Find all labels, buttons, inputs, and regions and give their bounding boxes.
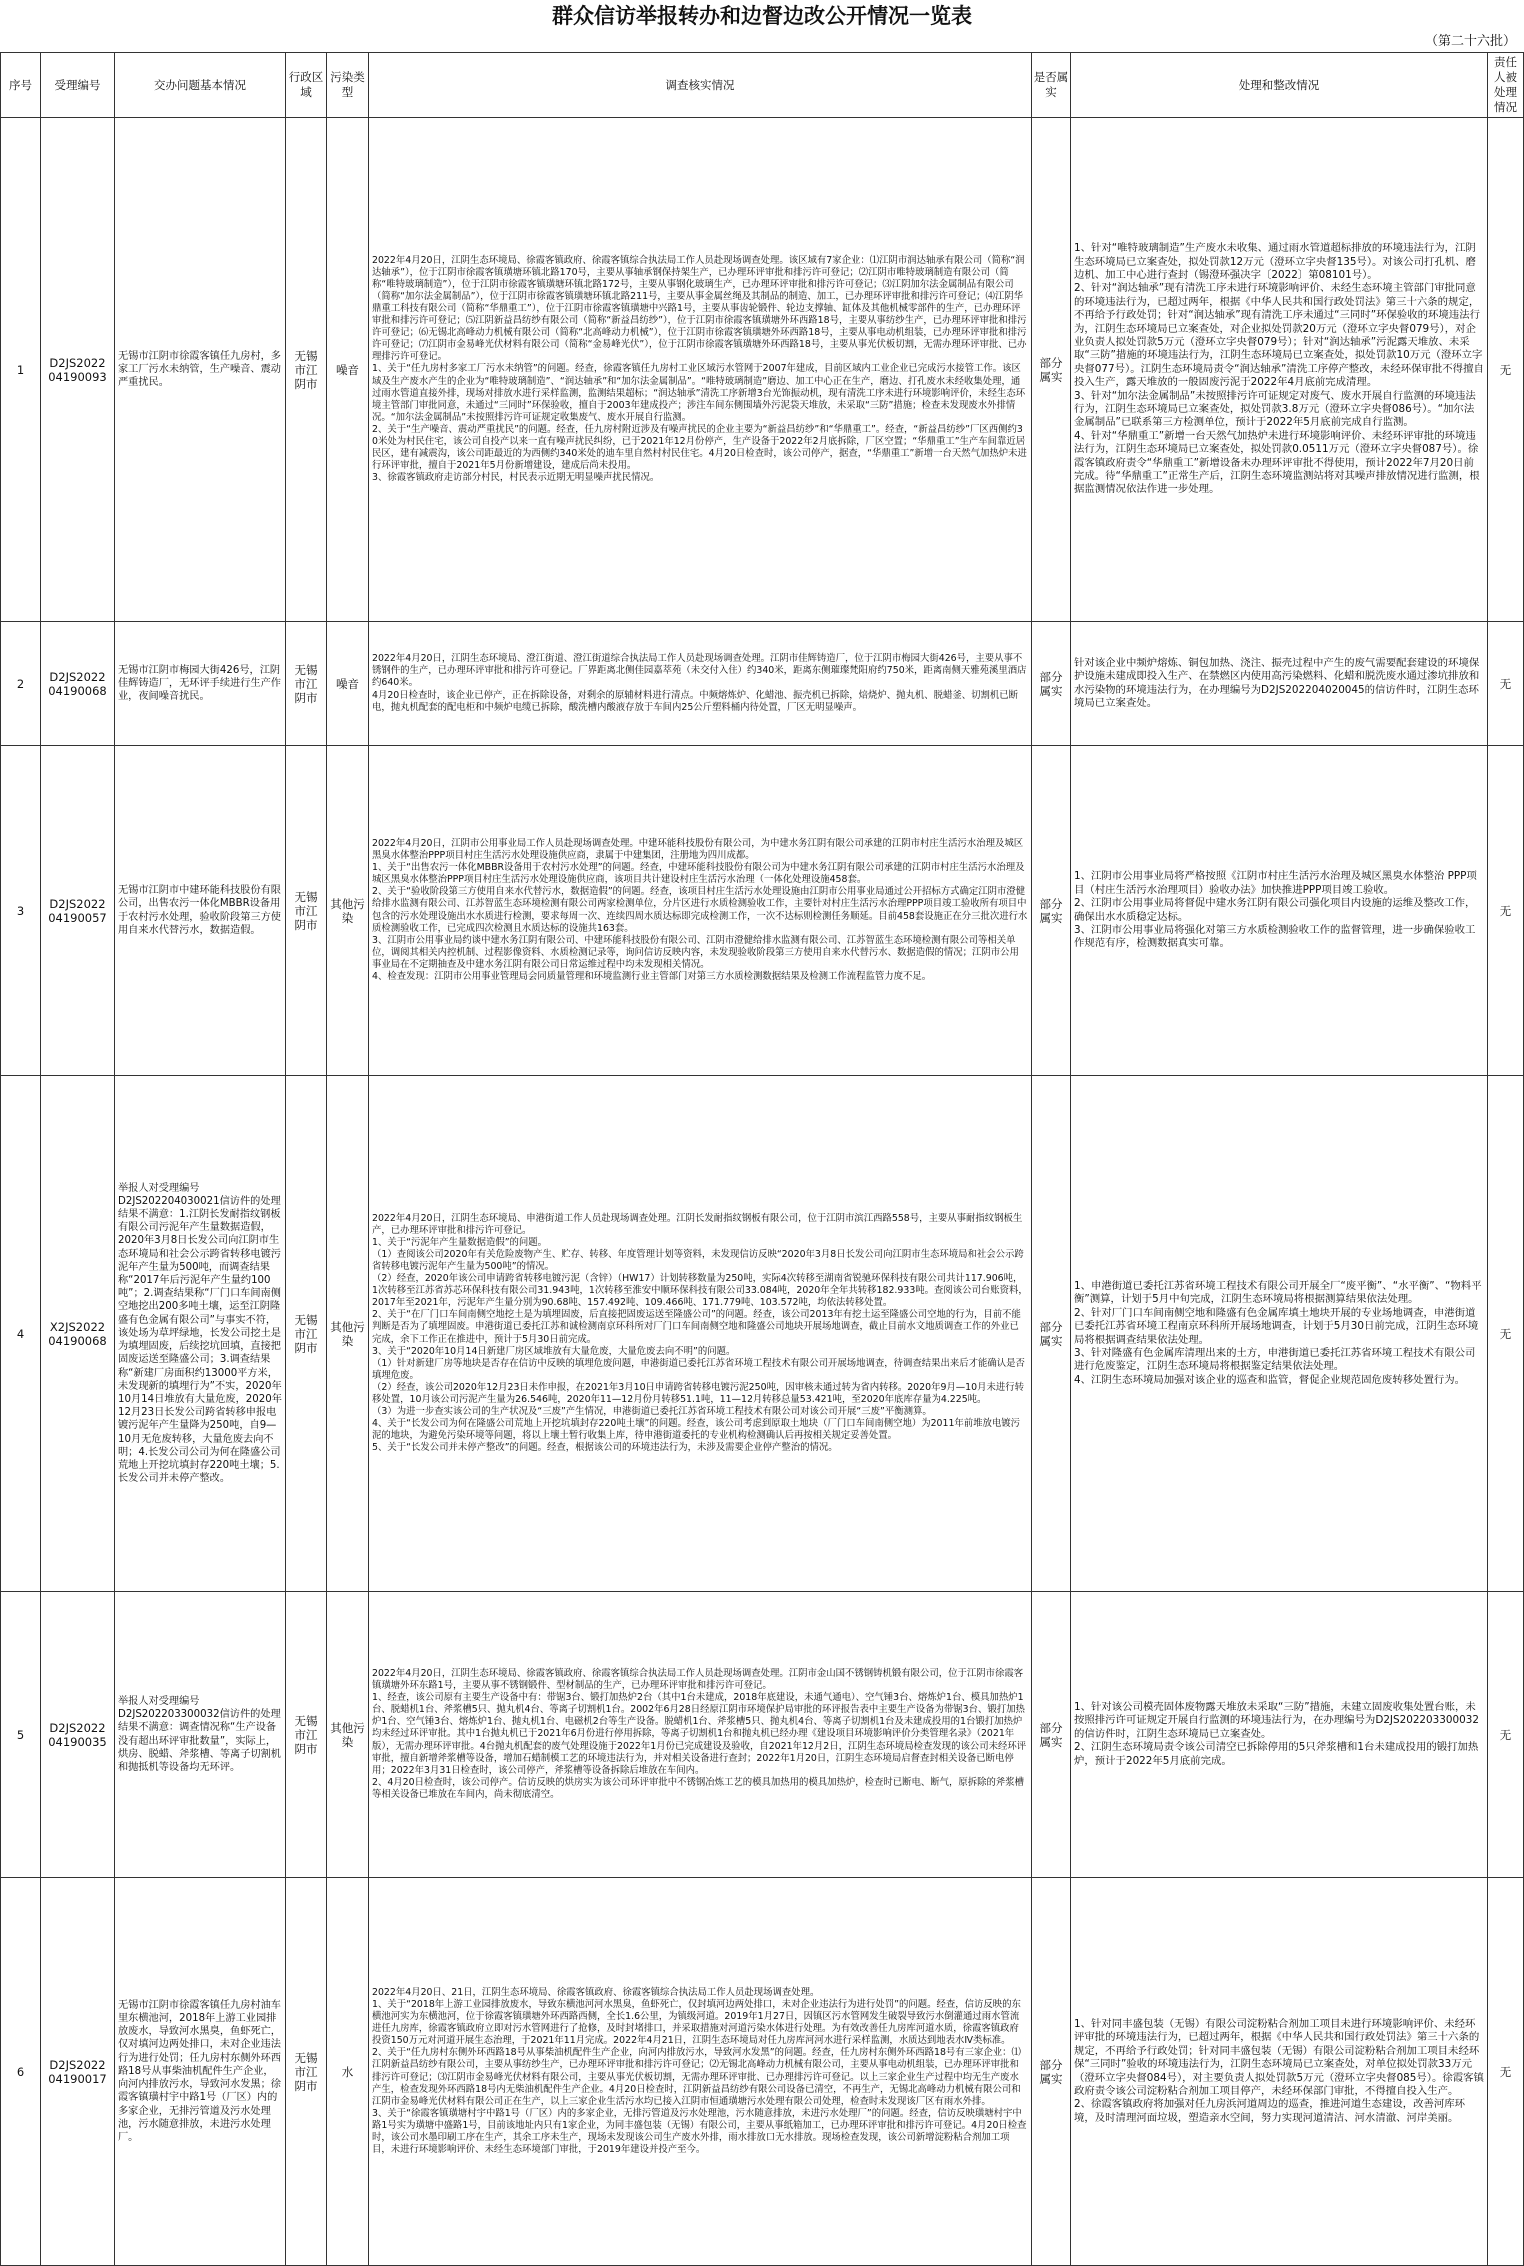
cell-investigation: 2022年4月20日、21日，江阴生态环境局、徐霞客镇政府、徐霞客镇综合执法局工作人员赴现场调查处理。 1、关于“2018年上游工业园排放废水，导致东横池河河水黑臭，鱼虾死亡，仅封填河边两处排口，未对企业违法行为进行处罚”的问题。经查，信访反映的东横池河实为东横池河，位于徐霞客镇璜塘外环西路西侧，全长1.6公里，为镇级河道。2019年1月27日，因镇区污水管网发生破裂导致污水倒灌通过雨水管流进任九房库，徐霞客镇政府立即对污水管网进行了抢修，及时封堵排口，并采取措施对河道污染水体进行处理。为有效改善任九房库河道水质，徐霞客镇政府投资150万元对河道开展生态治理，于2021年11月完成。2022年4月21日，江阴生态环境局对任九房库河河水进行采样监测，水质达到地表水Ⅳ类标准。 2、关于“任九房村东侧外环西路18号从事柴油机配件生产企业，向河内排放污水，导致河水发黑”的问题。经查，任九房村东侧外环西路18号有三家企业：⑴江阴新益昌纺纱有限公司，主要从事纺纱生产，已办理环评审批和排污许可登记；⑵无锡北高峰动力机械有限公司，主要从事电动机组装，已办理环评审批和排污许可登记；⑶江阴市金易峰光伏材料有限公司，主要从事光伏板切割，无需办理环评审批、已办理排污许可登记。以上三家企业生产过程中均无生产废水产生，检查发现外环西路18号内无柴油机配件生产企业。4月20日检查时，江阴新益昌纺纱有限公司设备已清空，不再生产，无锡北高峰动力机械有限公司和江阴市金易峰光伏材料有限公司正在生产，以上三家企业生活污水均已接入江阴市恒通璜塘污水处理有限公司处理，检查时未发现该厂区有雨水外排。 3、关于“徐霞客镇璜塘村宇中路1号（厂区）内的多家企业，无排污管道及污水处理池，污水随意排放，未进污水处理厂”的问题。经查，信访反映璜塘村宇中路1号实为璜塘中盛路1号，目前该地址内只有1家企业，为同丰盛包装（无锡）有限公司，主要从事纸箱加工，已办理环评审批和排污许可登记。4月20日检查时，该公司水墨印刷工序在生产，其余工序未生产，现场未发现该公司生产废水外排，雨水排放口无水排放。现场检查发现，该公司新增淀粉粘合剂加工项目，未进行环境影响评价、未经生态环境部门审批，于2019年建设并投产至今。	[369, 1878, 1032, 2266]
cell-handling: 1、申港街道已委托江苏省环境工程技术有限公司开展全厂“废平衡”、“水平衡”、“物料平衡”测算，计划于5月中旬完成，江阴生态环境局将根据测算结果依法处理。 2、针对厂门口车间南侧空地和隆盛有色金属库填土地块开展的专业场地调查，申港街道已委托江苏省环境工程南京环科所开展场地调查，计划于5月30日前完成，江阴生态环境局将根据调查结果依法处理。 3、针对隆盛有色金属库清理出来的土方，申港街道已委托江苏省环境工程技术有限公司进行危废鉴定，江阴生态环境局将根据鉴定结果依法处理。 4、江阴生态环境局加强对该企业的巡查和监管，督促企业规范固危废转移处置行为。	[1071, 1076, 1488, 1592]
cell-accountability: 无	[1488, 746, 1524, 1076]
cell-problem: 无锡市江阴市中建环能科技股份有限公司，出售农污一体化MBBR设备用于农村污水处理，验收阶段第三方使用自来水代替污水，数据造假。	[115, 746, 286, 1076]
cell-verified: 部分属实	[1032, 118, 1071, 622]
cell-accountability: 无	[1488, 1592, 1524, 1878]
header-verified: 是否属实	[1032, 53, 1071, 118]
cell-investigation: 2022年4月20日，江阴生态环境局、徐霞客镇政府、徐霞客镇综合执法局工作人员赴现场调查处理。江阴市金山国不锈钢铸机锻有限公司，位于江阴市徐霞客镇璜塘外环东路1号，主要从事不锈钢锻件、型材制品的生产，已办理环评审批和排污许可登记。 1、经查，该公司原有主要生产设备中有：带锯3台、锻打加热炉2台（其中1台未建成，2018年底建设，未通气通电）、空气锤3台、熔炼炉1台、模具加热炉1台、脱蜡机1台、斧浆槽5只、抛丸机4台、等离子切割机1台。2002年6月28日经原江阴市环境保护局审批的环评报告表中主要生产设备为带锯3台、锻打加热炉1台、空气锤3台、熔炼炉1台、抛丸机1台、电磁机2台等生产设备。脱蜡机1台、斧浆槽5只、抛丸机4台、等离子切割机1台及未建成投用的1台锻打加热炉均未经过环评审批。其中1台抛丸机已于2021年6月份进行停用拆除，等离子切割机1台和抛丸机已经办理《建设项目环境影响评价分类管理名录》（2021年版），无需办理环评审批。4台抛丸机配套的废气处理设施于2022年1月份已完成建设及验收，自2021年12月2日，江阴生态环境局检查发现的该公司未经环评审批，擅自新增斧浆槽等设备，增加石蜡制模工艺的环境违法行为，并对相关设备进行查封；2022年1月20日，江阴生态环境局启督查封相关设备已断电停用；2022年3月31日检查时，该公司停产，斧浆槽等设备拆除后堆放在车间内。 2、4月20日检查时，该公司停产。信访反映的烘房实为该公司环评审批中不锈钢冶炼工艺的模具加热用的模具加热炉，检查时已断电、断气，原拆除的斧浆槽等相关设备已堆放在车间内，尚未彻底清空。	[369, 1592, 1032, 1878]
cell-accountability: 无	[1488, 118, 1524, 622]
cell-region: 无锡市江阴市	[286, 1878, 327, 2266]
cell-no: 3	[1, 746, 41, 1076]
table-row	[1, 1592, 1524, 1878]
cell-pollution: 其他污染	[327, 746, 369, 1076]
cell-handling: 1、针对“唯特玻璃制造”生产废水未收集、通过雨水管道超标排放的环境违法行为，江阴生态环境局已立案查处，拟处罚款12万元（澄环立字央督135号）。对该公司打孔机、磨边机、加工中心进行查封（锡澄环强决字〔2022〕第08101号）。 2、针对“润达轴承”现有清洗工序未进行环境影响评价、未经生态环境主管部门审批同意的环境违法行为，已超过两年，根据《中华人民共和国行政处罚法》第三十六条的规定，不再给予行政处罚；针对“润达轴承”现有清洗工序未通过“三同时”环保验收的环境违法行为，江阴生态环境局已立案查处，对企业拟处罚款20万元（澄环立字央督079号），对企业负责人拟处罚款5万元（澄环立字央督079号）；针对“润达轴承”污泥露天堆放、未采取“三防”措施的环境违法行为，江阴生态环境局已立案查处，拟处罚款10万元（澄环立字央督077号）。江阴生态环境局责令“润达轴承”清洗工序停产整改，未经环保审批不得擅自投入生产，露天堆放的一般固废污泥于2022年4月底前完成清理。 3、针对“加尔法金属制品”未按照排污许可证规定对废气、废水开展自行监测的环境违法行为，江阴生态环境局已立案查处，拟处罚款3.8万元（澄环立字央督086号）。“加尔法金属制品”已联系第三方检测单位，预计于2022年5月底前完成自行监测。 4、针对“华鼎重工”新增一台天然气加热炉未进行环境影响评价、未经环评审批的环境违法行为，江阴生态环境局已立案查处，拟处罚款0.0511万元（澄环立字央督087号）。徐霞客镇政府责令“华鼎重工”新增设备未办理环评审批不得使用，预计2022年7月20日前完成。待“华鼎重工”正常生产后，江阴生态环境监测站将对其噪声排放情况进行监测，根据监测情况依法作进一步处理。	[1071, 118, 1488, 622]
cell-investigation: 2022年4月20日，江阴生态环境局、澄江街道、澄江街道综合执法局工作人员赴现场调查处理。江阴市佳辉铸造厂，位于江阴市梅园大街426号，主要从事不锈钢件的生产，已办理环评审批和排污许可登记。厂界距离北侧佳园嘉萃苑（未交付入住）约340米，距离东侧璀璨梵阳府约750米，距离南侧天雅苑溪里酒店约640米。 4月20日检查时，该企业已停产，正在拆除设备，对剩余的原辅材料进行清点。中频熔炼炉、化蜡池、振壳机已拆除，焙烧炉、抛丸机、脱蜡釜、切割机已断电，抛丸机配套的配电柜和中频炉电缆已拆除，酸洗槽内酸液存放于车间内25公斤塑料桶内待处置，厂区无明显噪声。	[369, 622, 1032, 746]
cell-no: 4	[1, 1076, 41, 1592]
cell-investigation: 2022年4月20日，江阴生态环境局、徐霞客镇政府、徐霞客镇综合执法局工作人员赴现场调查处理。该区域有7家企业：⑴江阴市润达轴承有限公司（简称“润达轴承”），位于江阴市徐霞客镇璜塘环镇北路170号，主要从事轴承钢保持架生产，已办理环评审批和排污许可登记；⑵江阴市唯特玻璃制造有限公司（简称“唯特玻璃制造”），位于江阴市徐霞客镇璜塘环镇北路172号，主要从事钢化玻璃生产，已办理环评审批和排污许可登记；⑶江阴加尔法金属制品有限公司（简称“加尔法金属制品”），位于江阴市徐霞客镇璜塘环镇北路211号，主要从事金属丝绳及其制品的制造、加工，已办理环评审批和排污许可登记；⑷江阴华鼎重工科技有限公司（简称“华鼎重工”），位于江阴市徐霞客镇璜塘中兴路1号，主要从事齿轮锻件、轮边支撑轴、缸体及其他机械零部件的生产，已办理环评审批和排污许可登记；⑸江阴新益昌纺纱有限公司（简称“新益昌纺纱”），位于江阴市徐霞客镇璜塘外环西路18号，主要从事纺纱生产，已办理环评审批和排污许可登记；⑹无锡北高峰动力机械有限公司（简称“北高峰动力机械”），位于江阴市徐霞客镇璜塘外环西路18号，主要从事电动机组装，已办理环评审批和排污许可登记；⑺江阴市金易峰光伏材料有限公司（简称“金易峰光伏”），位于江阴市徐霞客镇璜塘外环西路18号，主要从事光伏板切割，无需办理环评审批、已办理排污许可登记。 1、关于“任九房村多家工厂污水未纳管”的问题。经查，徐霞客镇任九房村工业区域污水管网于2007年建成，目前区域内工业企业已完成污水接管工作。该区域及生产废水产生的企业为“唯特玻璃制造”、“润达轴承”和“加尔法金属制品”。“唯特玻璃制造”磨边、加工中心正在生产，磨边、打孔废水未经收集处理，通过雨水管道直接外排，现场对排放水进行采样监测，监测结果超标；“润达轴承”清洗工序新增3台光饰振动机，现有清洗工序未进行环境影响评价，未经生态环境主管部门审批同意，未通过“三同时”环保验收，擅自于2003年建成投产；涉注车间东侧围墙外污泥袋天堆放，未采取“三防”措施；检查未发现废水外排情况。“加尔法金属制品”未按照排污许可证规定收集废气、废水开展自行监测。 2、关于“生产噪音、震动严重扰民”的问题。经查，任九房村附近涉及有噪声扰民的企业主要为“新益昌纺纱”和“华鼎重工”。经查，“新益昌纺纱”厂区西侧约30米处为村民住宅，该公司自投产以来一直有噪声扰民纠纷，已于2021年12月份停产，生产设备于2022年2月底拆除，厂区空置；“华鼎重工”生产车间靠近居民区，建有减震沟，该公司距最近的为西侧约340米处的迪车里自然村村民住宅。4月20日检查时，该公司停产，据查，“华鼎重工”新增一台天然气加热炉未进行环评审批，擅自于2021年5月份新增建设，建成后尚未投用。 3、徐霞客镇政府走访部分村民，村民表示近期无明显噪声扰民情况。	[369, 118, 1032, 622]
cell-verified: 部分属实	[1032, 622, 1071, 746]
cell-handling: 1、江阴市公用事业局将严格按照《江阴市村庄生活污水治理及城区黑臭水体整治 PPP项目（村庄生活污水治理项目）验收办法》加快推进PPP项目竣工验收。 2、江阴市公用事业局将督促中建水务江阴有限公司强化项目内设施的运维及整改工作，确保出水水质稳定达标。 3、江阴市公用事业局将强化对第三方水质检测验收工作的监督管理，进一步确保验收工作规范有序，检测数据真实可靠。	[1071, 746, 1488, 1076]
header-no: 序号	[1, 53, 41, 118]
cell-id: D2JS2022 04190017	[41, 1878, 115, 2266]
header-id: 受理编号	[41, 53, 115, 118]
cell-pollution: 其他污染	[327, 1592, 369, 1878]
header-investigation: 调查核实情况	[369, 53, 1032, 118]
batch-label: （第二十六批）	[1424, 34, 1516, 49]
cell-verified: 部分属实	[1032, 1076, 1071, 1592]
header-pollution: 污染类型	[327, 53, 369, 118]
cell-region: 无锡市江阴市	[286, 1592, 327, 1878]
cell-accountability: 无	[1488, 1076, 1524, 1592]
cases-table	[0, 52, 1524, 2266]
cell-verified: 部分属实	[1032, 1592, 1071, 1878]
cell-pollution: 其他污染	[327, 1076, 369, 1592]
cell-region: 无锡市江阴市	[286, 622, 327, 746]
cell-id: D2JS2022 04190068	[41, 622, 115, 746]
cell-investigation: 2022年4月20日，江阴生态环境局、申港街道工作人员赴现场调查处理。江阴长发耐指纹钢板有限公司，位于江阴市滨江西路558号，主要从事耐指纹钢板生产，已办理环评审批和排污许可登记。 1、关于“污泥年产生量数据造假”的问题。 （1）查阅该公司2020年有关危险废物产生、贮存、转移、年度管理计划等资料，未发现信访反映“2020年3月8日长发公司向江阴市生态环境局和社会公示跨省转移电镀污泥年产生量为500吨”的情况。 （2）经查，2020年该公司申请跨省转移电镀污泥（含锌）（HW17）计划转移数量为250吨，实际4次转移至湖南省锐驰环保科技有限公司共计117.906吨，1次转移至江苏省苏芯环保科技有限公司31.943吨，1次转移至淮安中顺环保科技有限公司33.084吨，2020年全年共转移182.933吨。查阅该公司台账资料，2017年至2021年，污泥年产生量分别为90.68吨、157.492吨、109.466吨、171.779吨、103.572吨，均依法转移处置。 2、关于“在厂门口车间南侧空地挖土是为填埋固废，后直接把固废运送至隆盛公司”的问题。经查，该公司2013年有挖土运至隆盛公司空地的行为，目前不能判断是否为了填埋固废。申港街道已委托江苏和诚检测南京环科所对厂门口车间南侧空地和隆盛公司地块开展场地调查，截止目前水文地质调查工作的外业已完成，余下工作正在推进中，预计于5月30日前完成。 3、关于“2020年10月14日新建厂房区域堆放有大量危废，大量危废去向不明”的问题。 （1）针对新建厂房等地块是否存在信访中反映的填埋危废问题，申港街道已委托江苏省环境工程技术有限公司开展场地调查，待调查结果出来后才能确认是否填埋危废。 （2）经查，该公司2020年12月23日未作申报，在2021年3月10日申请跨省转移电镀污泥250吨，因审核未通过转为省内转移。2020年9月—10月未进行转移处置，10月该公司污泥产生量为26.546吨，2020年11—12月份月转移51.1吨，11—12月转移总量53.421吨，至2020年底库存量为4.225吨。 （3）为进一步查实该公司的生产状况及“三废”产生情况，申港街道已委托江苏省环境工程技术有限公司对该公司开展“三废”平衡测算。 4、关于“长发公司为何在隆盛公司荒地上开挖坑填封存220吨土壤”的问题。经查，该公司考虑到原取土地块（厂门口车间南侧空地）为2011年前堆放电镀污泥的地块，为避免污染环境等问题，将以上壤土暂行收集上库，待申港街道委托的专业机构检测确认后再按相关规定妥善处置。 5、关于“长发公司并未停产整改”的问题。经查，根据该公司的环境违法行为，未涉及需要企业停产整治的情况。	[369, 1076, 1032, 1592]
cell-accountability: 无	[1488, 622, 1524, 746]
table-row	[1, 1878, 1524, 2266]
cell-problem: 无锡市江阴市梅园大街426号，江阴佳辉铸造厂，无环评手续进行生产作业，夜间噪音扰民。	[115, 622, 286, 746]
cell-id: D2JS2022 04190035	[41, 1592, 115, 1878]
cell-id: D2JS2022 04190093	[41, 118, 115, 622]
header-row	[1, 53, 1524, 118]
cell-no: 2	[1, 622, 41, 746]
cell-no: 6	[1, 1878, 41, 2266]
cell-pollution: 水	[327, 1878, 369, 2266]
cell-problem: 举报人对受理编号D2JS202204030021信访件的处理结果不满意：1.江阴长发耐指纹钢板有限公司污泥年产生量数据造假，2020年3月8日长发公司向江阴市生态环境局和社会公示跨省转移电镀污泥年产生量为500吨，而调查结果称“2017年后污泥年产生量约100吨”；2.调查结果称“厂门口车间南侧空地挖出200多吨土壤，运至江阴隆盛有色金属有限公司”与事实不符，该处场为草坪绿地，长发公司挖土是为填埋固废，后续挖坑回填，直接把固废运送至隆盛公司；3.调查结果称“新建厂房面积约13000平方米，未发现新的填埋行为”不实，2020年10月14日堆放有大量危废，2020年12月23日长发公司跨省转移申报电镀污泥年产生量降为250吨，自9—10月无危废转移，大量危废去向不明；4.长发公司公司为何在隆盛公司荒地上开挖坑填封存220吨土壤；5.长发公司并未停产整改。	[115, 1076, 286, 1592]
header-problem: 交办问题基本情况	[115, 53, 286, 118]
cell-pollution: 噪音	[327, 622, 369, 746]
cell-region: 无锡市江阴市	[286, 746, 327, 1076]
cell-no: 5	[1, 1592, 41, 1878]
header-region: 行政区域	[286, 53, 327, 118]
cell-problem: 无锡市江阴市徐霞客镇任九房村油车里东横池河，2018年上游工业园排放废水，导致河水黑臭，鱼虾死亡，仅对填河边两处排口，未对企业违法行为进行处罚；任九房村东侧外环西路18号从事柴油机配件生产企业，向河内排放污水，导致河水发黑；徐霞客镇璜村宇中路1号（厂区）内的多家企业，无排污管道及污水处理池，污水随意排放，未进污水处理厂。	[115, 1878, 286, 2266]
cell-accountability: 无	[1488, 1878, 1524, 2266]
cell-handling: 1、针对同丰盛包装（无锡）有限公司淀粉粘合剂加工项目未进行环境影响评价、未经环评审批的环境违法行为，已超过两年，根据《中华人民共和国行政处罚法》第三十六条的规定，不再给予行政处罚；针对同丰盛包装（无锡）有限公司淀粉粘合剂加工项目未经环保“三同时”验收的环境违法行为，江阴生态环境局已立案查处，对单位拟处罚款33万元（澄环立字央督084号），对主要负责人拟处罚款5万元（澄环立字央督085号）。徐霞客镇政府责令该公司淀粉粘合剂加工项目停产，未经环保部门审批，不得擅自投入生产。 2、徐霞客镇政府将加强对任九房浜河道周边的巡查，推进河道生态建设，改善河库环境，及时清理河面垃圾，塑造亲水空间，努力实现河道清洁、河水清澈、河岸美丽。	[1071, 1878, 1488, 2266]
table-row	[1, 622, 1524, 746]
cell-id: X2JS2022 04190068	[41, 1076, 115, 1592]
page-title: 群众信访举报转办和边督边改公开情况一览表	[552, 3, 972, 28]
cell-problem: 举报人对受理编号D2JS202203300032信访件的处理结果不满意：调查情况称“生产设备没有超出环评审批数量”，实际上，烘房、脱蜡、斧浆槽、等离子切割机和抛抵机等设备均无环评。	[115, 1592, 286, 1878]
table-row	[1, 746, 1524, 1076]
cell-handling: 针对该企业中频炉熔炼、铜包加热、浇注、振壳过程中产生的废气需要配套建设的环境保护设施未建成即投入生产、在禁燃区内使用高污染燃料、化蜡和脱洗废水通过渗坑排放和水污染物的环境违法行为，在办理编号为D2JS202204020045的信访件时，江阴生态环境局已立案查处。	[1071, 622, 1488, 746]
table-row	[1, 1076, 1524, 1592]
cell-region: 无锡市江阴市	[286, 118, 327, 622]
cell-investigation: 2022年4月20日，江阴市公用事业局工作人员赴现场调查处理。中建环能科技股份有限公司，为中建水务江阴有限公司承建的江阴市村庄生活污水治理及城区黑臭水体整治PPP项目村庄生活污水处理设施供应商，隶属于中建集团，注册地为四川成都。 1、关于“出售农污一体化MBBR设备用于农村污水处理”的问题。经查，中建环能科技股份有限公司为中建水务江阴有限公司承建的江阴市村庄生活污水治理及城区黑臭水体整治PPP项目村庄生活污水处理设施供应商，该项目共计建设村庄生活污水治理（一体化处理设施458套。 2、关于“验收阶段第三方使用自来水代替污水，数据造假”的问题。经查，该项目村庄生活污水处理设施由江阴市公用事业局通过公开招标方式确定江阴市澄健给排水监测有限公司、江苏智蓝生态环境检测有限公司两家检测单位，分片区进行水质检测验收工作，主要针对村庄生活污水治理PPP项目竣工验收所有项目中包含的污水处理设施出水水质进行检测，要求每周一次、连续四周水质达标即完成检测工作，一次不达标则检测任务顺延。目前458套设施正在分三批次进行水质检测验收工作，已完成四次检测且水质达标的设施共163套。 3、江阴市公用事业局约谈中建水务江阴有限公司、中建环能科技股份有限公司、江阴市澄健给排水监测有限公司、江苏智蓝生态环境检测有限公司等相关单位，调阅其相关内控机制、过程影像资料、水质检测记录等，询问信访反映内容，未发现验收阶段第三方使用自来水代替污水、数据造假的情况；江阴市公用事业局在不定期抽查及中建水务江阴有限公司日常运维过程中均未发现相关情况。 4、检查发现：江阴市公用事业管理局会同质量管理和环境监测行业主管部门对第三方水质检测数据结果及检测工作流程监管力度不足。	[369, 746, 1032, 1076]
cell-problem: 无锡市江阴市徐霞客镇任九房村，多家工厂污水未纳管，生产噪音、震动严重扰民。	[115, 118, 286, 622]
cell-pollution: 噪音	[327, 118, 369, 622]
header-handling: 处理和整改情况	[1071, 53, 1488, 118]
cell-handling: 1、针对该公司模壳固体废物露天堆放未采取“三防”措施，未建立固废收集处置台账，未按照排污许可证规定开展自行监测的环境违法行为，在办理编号为D2JS202203300032的信访件时，江阴生态环境局已立案查处。 2、江阴生态环境局责令该公司清空已拆除停用的5只斧浆槽和1台未建成投用的锻打加热炉，预计于2022年5月底前完成。	[1071, 1592, 1488, 1878]
cell-verified: 部分属实	[1032, 1878, 1071, 2266]
header-accountability: 责任人被处理情况	[1488, 53, 1524, 118]
cell-no: 1	[1, 118, 41, 622]
table-row	[1, 118, 1524, 622]
cell-region: 无锡市江阴市	[286, 1076, 327, 1592]
cell-verified: 部分属实	[1032, 746, 1071, 1076]
cell-id: D2JS2022 04190057	[41, 746, 115, 1076]
